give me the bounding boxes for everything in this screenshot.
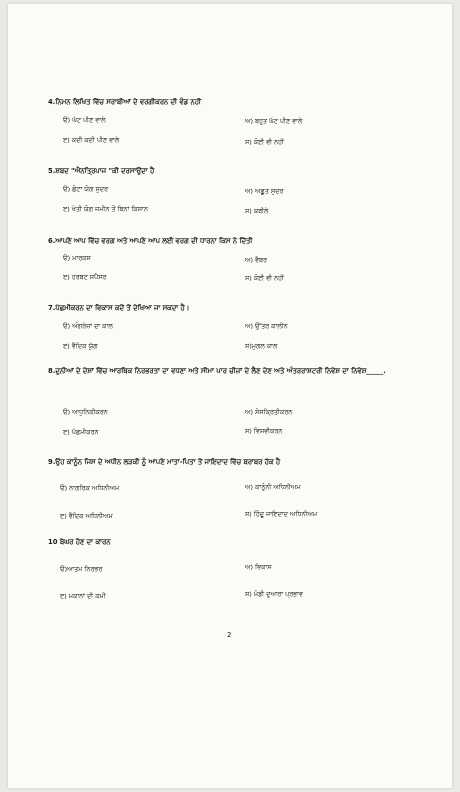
q6-option-b: ਅ) ਵੈਬਰ: [245, 256, 267, 264]
q6-option-a: ੳ) ਮਾਰਕਸ: [63, 254, 91, 262]
q7-option-b: ਅ) ਉੱਤਰ ਕਾਲੀਨ: [245, 322, 288, 330]
q4-option-d: ਸ) ਕੋਈ ਵੀ ਨਹੀਂ: [245, 138, 284, 146]
q5-option-c: ੲ) ਖੇਤੀ ਯੋਗ ਜਮੀਨ ਤੋਂ ਬਿਨਾਂ ਕਿਸਾਨ: [63, 205, 148, 213]
q7-option-a: ੳ) ਅੰਗਰੇਜ਼ਾਂ ਦਾ ਕਾਲ: [63, 322, 113, 330]
question-8: 8.ਦੁਨੀਆਂ ਦੇ ਦੇਸ਼ਾਂ ਵਿੱਚ ਆਰਥਿਕ ਨਿਰਭਰਤਾ ਦਾ ਵਧਣਾ ਅਤੇ ਸੀਮਾ ਪਾਰ ਚੀਜ਼ਾਂ ਦੇ ਲੈਣ ਦੇਣ ਅਤੇ ਅੰਤਰਰਾਸ਼ਟਰੀ ਨਿਵੇਸ਼ ਦਾ ਨਿਵੇਸ਼_____.: [48, 367, 386, 375]
q5-option-a: ੳ) ਛੋਟਾ ਯੋਗ ਸੁਦਰ: [63, 185, 108, 193]
q9-option-b: ਅ) ਕਾਨੂੰਨੀ ਅਧਿਨੀਅਮ: [245, 483, 301, 491]
q6-option-c: ੲ) ਹਰਬਟ ਸਪੈਂਸਰ: [63, 273, 107, 281]
q9-option-c: ੲ) ਵੈਦਿਕ ਅਧਿਨੀਅਮ: [60, 512, 113, 520]
q7-option-d: ਸ)ਮੁਗਲ ਕਾਲ: [245, 342, 278, 350]
q9-option-d: ਸ) ਹਿੰਦੂ ਜਾਇਦਾਦ ਅਧਿਨੀਅਮ: [245, 510, 318, 518]
q8-option-d: ਸ) ਵਿਸ਼ਵੀਕਰਨ: [245, 427, 283, 435]
q5-option-d: ਸ) ਕਬੀਲੇ: [245, 207, 269, 215]
question-10: 10 ਬੇਘਰ ਹੋਣ ਦਾ ਕਾਰਨ: [48, 538, 111, 546]
q9-option-a: ੳ) ਨਾਗਰਿਕ ਅਧਿਨੀਅਮ: [60, 484, 120, 492]
q6-option-d: ਸ) ਕੋਈ ਵੀ ਨਹੀਂ: [245, 274, 284, 282]
q8-option-b: ਅ) ਸੰਸਕ੍ਰਿਤੀਕਰਨ: [245, 408, 293, 416]
q4-option-a: ੳ) ਘੱਟ ਪੀਣ ਵਾਲੇ: [63, 116, 106, 124]
q10-option-c: ੲ) ਮਕਾਨਾਂ ਦੀ ਕਮੀ: [60, 592, 106, 600]
question-6: 6.ਆਪਣੇ ਆਪ ਵਿੱਚ ਵਰਗ ਅਤੇ ਆਪਣੇ ਆਪ ਲਈ ਵਰਗ ਦੀ ਧਾਰਨਾ ਕਿਸ ਨੇ ਦਿੱਤੀ: [48, 237, 253, 245]
q8-option-a: ੳ) ਆਧੁਨਿਕੀਕਰਨ: [63, 408, 108, 416]
q4-option-c: ੲ) ਕਦੀ ਕਦੀ ਪੀਣ ਵਾਲੇ: [63, 136, 120, 144]
q7-option-c: ੲ) ਵੈਦਿਕ ਯੁੱਗ: [63, 342, 98, 350]
page-number: 2: [227, 631, 232, 639]
q10-option-b: ਅ) ਵਿਕਾਸ: [245, 563, 272, 571]
q10-option-d: ਸ) ਮੰਡੀ ਦੁਆਰਾ ਪ੍ਰਭਾਵ: [245, 590, 303, 598]
question-9: 9.ਉਹ ਕਾਨੂੰਨ ਜਿਸ ਦੇ ਅਧੀਨ ਲੜਕੀ ਨੂੰ ਆਪਣੇ ਮਾਤਾ-ਪਿਤਾ ਤੋਂ ਜਾਇਦਾਦ ਵਿੱਚ ਬਰਾਬਰ ਹੱਕ ਹੈ: [48, 458, 281, 466]
q5-option-b: ਅ) ਅਛੂਤ ਸੁਦਰ: [245, 187, 284, 195]
q8-option-c: ੲ) ਪੱਛਮੀਕਰਨ: [63, 428, 99, 436]
q10-option-a: ੳ)ਆਤਮ ਨਿਰਭਰ: [60, 565, 103, 573]
question-4: 4.ਨਿਮਨ ਲਿਖਿਤ ਵਿੱਚ ਸਰਾਬੀਆਂ ਦੇ ਵਰਗੀਕਰਨ ਦੀ ਵੰਡ ਨਹੀਂ: [48, 98, 201, 106]
question-5: 5.ਸ਼ਬਦ "ਐਨਤ੍ਰਿਪਾਜ "ਕੀ ਦਰਸਾਉਂਦਾ ਹੈ: [48, 167, 155, 175]
question-7: 7.ਪੱਛਮੀਕਰਨ ਦਾ ਵਿਕਾਸ ਕਦੋਂ ਤੋਂ ਦੇਖਿਆ ਜਾ ਸਕਦਾ ਹੈ।: [48, 304, 190, 312]
q4-option-b: ਅ) ਬਹੁਤ ਘੱਟ ਪੀਣ ਵਾਲੇ: [245, 117, 303, 125]
